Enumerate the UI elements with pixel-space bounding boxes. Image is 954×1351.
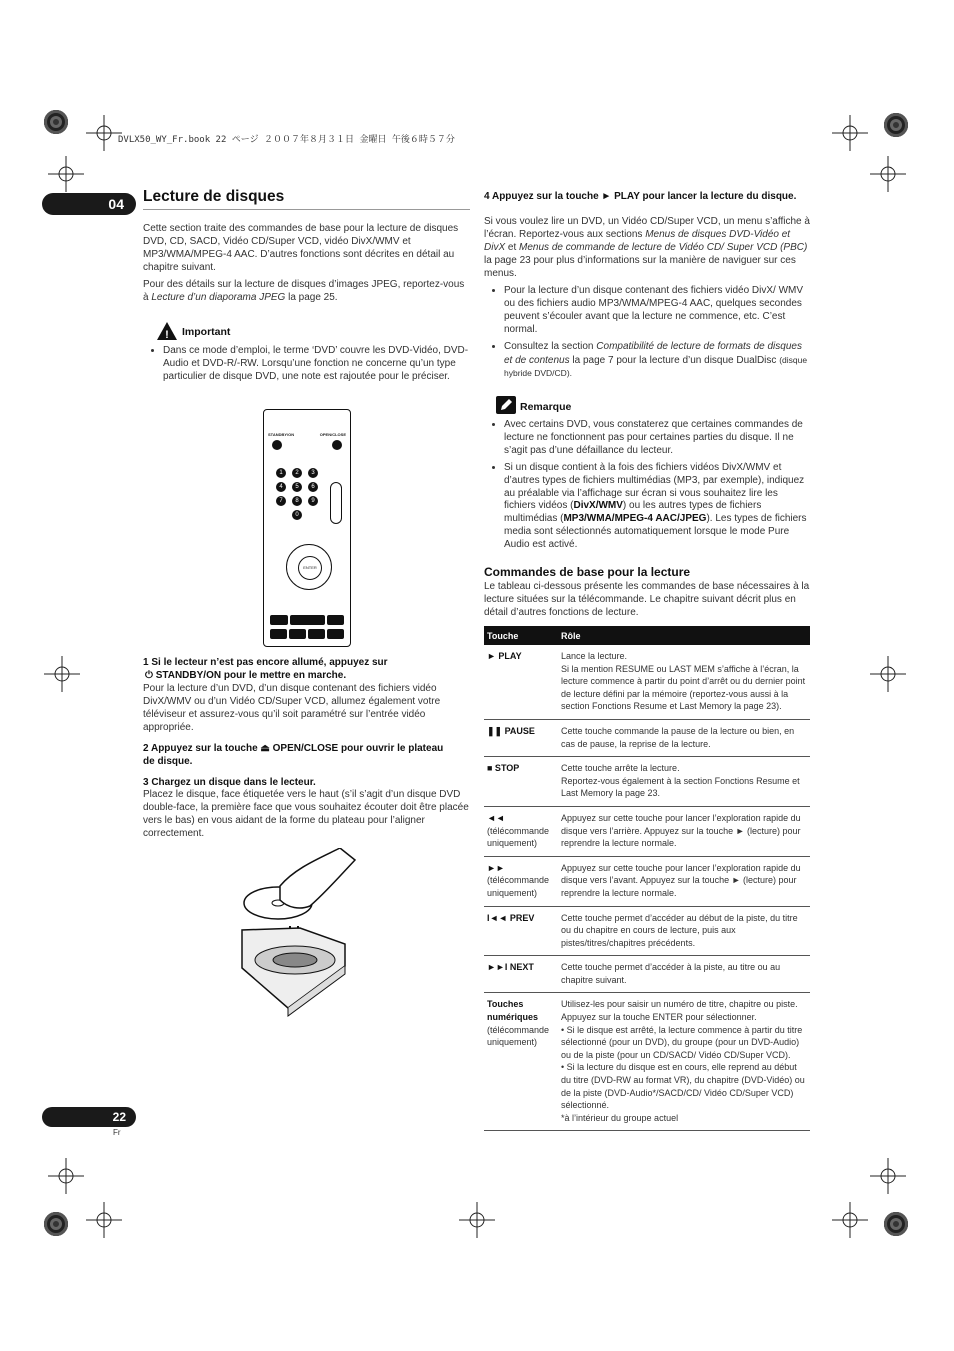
remote-enter-button: ENTER (298, 556, 322, 580)
table-row (484, 719, 810, 756)
disc-loading-illustration (240, 848, 370, 1018)
key-label: ►► (487, 862, 505, 873)
remote-digit-button: 5 (292, 482, 302, 492)
remarque-item-1: • Avec certains DVD, vous constaterez que certaines commandes de lecture ne fonctionnent pas pour certaines parties du disque. Il ne s’agit pas d’une défaillance du lecteur. (504, 419, 811, 458)
registration-mark-br (884, 1212, 908, 1236)
table-cell-key (484, 806, 558, 856)
table-row (484, 645, 810, 719)
step4-bullet2-text-a: Consultez la section (504, 340, 597, 352)
remarque-item2-text-c: ) ou les autres types de fichiers multimédias ( (504, 500, 762, 525)
step4-bullet2-small: (disque hybride DVD/CD). (504, 354, 808, 379)
table-cell-role: Appuyez sur cette touche pour lancer l’exploration rapide du disque vers l’arrière. Appuyez sur la touche ► (lecture) pour reprendre la lecture normale. (558, 806, 810, 856)
step4-bullet2-link: Compatibilité de lecture de formats de disques et de contenus (504, 340, 802, 366)
remarque-item-2 (504, 462, 811, 552)
important-list (145, 345, 470, 388)
remote-transport-row1 (270, 615, 344, 625)
crosshair-mark-tr2 (870, 156, 906, 192)
table-cell-role: Utilisez-les pour saisir un numéro de titre, chapitre ou piste. Appuyez sur la touche ENTER pour sélectionner. • Si le disque est arrêté, la lecture commence à partir du titre sélectionné (pour un DVD), du groupe (pour un DVD-Audio) ou de la piste (pour un CD/SACD/ Vidéo CD/Super VCD). • Si la lecture du disque est en cours, elle reprend au début du titre (DVD-RW au format VR), du chapitre (DVD-Vidéo) ou de la piste (DVD-Audio*/SACD/CD/ Vidéo CD/Super VCD) sélectionné. *à l’intérieur du groupe actuel (558, 993, 810, 1131)
page-number: 22 (42, 1107, 136, 1127)
table-cell-role: Appuyez sur cette touche pour lancer l’exploration rapide du disque vers l’avant. Appuyez sur la touche ► (lecture) pour reprendre la lecture normale. (558, 856, 810, 906)
table-row (484, 993, 810, 1131)
remote-digit-button: 0 (292, 510, 302, 520)
registration-mark-tr (884, 113, 908, 137)
table-cell-key (484, 856, 558, 906)
remote-openclose-label: OPEN/CLOSE (319, 432, 346, 437)
crosshair-mark-bc (459, 1202, 495, 1238)
step4-body (484, 216, 811, 281)
commands-table (484, 626, 810, 1131)
key-note: (télécommande uniquement) (487, 825, 550, 849)
crosshair-mark-tl2 (48, 156, 84, 192)
step4-bullet2-text-b: la page 7 pour la lecture d’un disque DualDisc (569, 354, 780, 366)
step1-title-line1: 1 Si le lecteur n’est pas encore allumé, appuyez sur (143, 657, 388, 668)
key-note: (télécommande uniquement) (487, 875, 550, 898)
remarque-item2-text-a: Si un disque contient à la fois des fichiers vidéos DivX/WMV et d’autres types de fichiers multimédias (MP3, par exemple), indiquez au préalable via l’affichage sur écran si vous souhaitez lire les fichiers vidéos ( (504, 461, 805, 512)
remarque-list (486, 419, 811, 556)
step4-bullet-1: • Pour la lecture d’un disque contenant des fichiers vidéo DivX/ WMV ou des fichiers audio MP3/WMA/MPEG-4 AAC, quelques secondes peuvent s’écouler avant que la lecture ne commence, etc. C’est normal. (504, 285, 811, 337)
step3-body: Placez le disque, face étiquetée vers le haut (s’il s’agit d’un disque DVD double-face, la première face que vous souhaitez écouter doit être placée vers le bas) en vous aidant de la forme du plateau pour l’aligner correctement. (143, 789, 469, 839)
important-label: Important (182, 326, 231, 338)
remote-digit-button: 7 (276, 496, 286, 506)
table-cell-key (484, 719, 558, 756)
remote-digit-button: 3 (308, 468, 318, 478)
table-row (484, 856, 810, 906)
step4-bullets (486, 285, 811, 385)
note-pencil-icon (496, 396, 516, 414)
jpeg-reference (143, 279, 470, 305)
section-title: Lecture de disques (143, 188, 285, 205)
remote-standby-label: STANDBY/ON (268, 432, 295, 437)
openclose-button (332, 440, 342, 450)
table-cell-key (484, 956, 558, 993)
registration-mark-tl (44, 110, 68, 134)
jpeg-ref-text: Pour des détails sur la lecture de disques d’images JPEG, reportez-vous à (143, 279, 465, 303)
registration-mark-bl (44, 1212, 68, 1236)
warning-icon (156, 321, 178, 341)
remote-digit-button: 4 (276, 482, 286, 492)
commands-title: Commandes de base pour la lecture (484, 565, 691, 579)
remote-dpad (286, 544, 332, 590)
power-icon: ⏻ (145, 670, 156, 681)
step1-title-line2: STANDBY/ON pour le mettre en marche. (155, 670, 347, 681)
table-cell-role: Cette touche permet d’accéder à la piste, au titre ou au chapitre suivant. (558, 956, 810, 993)
step4-link-2: Menus de commande de lecture de Vidéo CD/ Super VCD (PBC) (519, 241, 808, 253)
table-row (484, 956, 810, 993)
chapter-tab: 04 (42, 193, 136, 215)
step1-body: Pour la lecture d’un DVD, d’un disque contenant des fichiers vidéo DivX/WMV ou d’un Vidéo CD/Super VCD, allumez également votre téléviseur et assurez-vous qu’il soit paramétré sur l’entrée vidéo appropriée. (143, 683, 441, 733)
remote-digit-button: 9 (308, 496, 318, 506)
key-note: (télécommande uniquement) (487, 1024, 550, 1048)
remote-volume-rocker (330, 482, 342, 524)
standby-button (272, 440, 282, 450)
table-row (484, 906, 810, 956)
remarque-label: Remarque (520, 401, 572, 413)
remote-illustration (263, 409, 351, 647)
remote-transport-row2 (270, 629, 344, 639)
step1-title (143, 656, 470, 682)
step4-bullet-2 (504, 341, 811, 382)
step4-text-c: la page 23 pour plus d’informations sur la manière de naviguer sur ces menus. (484, 254, 796, 279)
table-cell-role: Cette touche commande la pause de la lecture ou bien, en cas de pause, la reprise de la lecture. (558, 719, 810, 756)
crosshair-mark-tl (86, 115, 122, 151)
table-row (484, 806, 810, 856)
table-cell-role: Lance la lecture. Si la mention RESUME ou LAST MEM s’affiche à l’écran, la lecture commence à partir du point d’arrêt ou du dernier point de lecture défini par la mémoire (reportez-vous aussi à la section Fonctions Resume et Last Memory la page 23). (558, 645, 810, 719)
crosshair-mark-tr (832, 115, 868, 151)
commands-table-wrap (484, 626, 810, 1131)
crosshair-mark-ml (44, 656, 80, 692)
page-language: Fr (113, 1128, 121, 1137)
remarque-item2-bold-1: DivX/WMV (573, 500, 623, 512)
table-row (484, 757, 810, 807)
remote-digit-button: 6 (308, 482, 318, 492)
remote-digit-button: 8 (292, 496, 302, 506)
jpeg-ref-link: Lecture d’un diaporama JPEG (151, 291, 286, 303)
crosshair-mark-br (870, 1158, 906, 1194)
svg-text:!: ! (165, 329, 169, 341)
crosshair-mark-bl (48, 1158, 84, 1194)
crosshair-mark-br2 (832, 1202, 868, 1238)
section-rule (143, 209, 470, 210)
key-label: ■ STOP (487, 763, 520, 774)
remote-digit-button: 1 (276, 468, 286, 478)
step4-title: 4 Appuyez sur la touche ► PLAY pour lancer la lecture du disque. (484, 191, 797, 202)
step2-title: 2 Appuyez sur la touche ⏏ OPEN/CLOSE pour ouvrir le plateau de disque. (143, 743, 444, 767)
step4-text-b: et (505, 241, 520, 253)
table-cell-key (484, 906, 558, 956)
key-label: ► PLAY (487, 651, 522, 661)
important-item: • Dans ce mode d’emploi, le terme ‘DVD’ couvre les DVD-Vidéo, DVD-Audio et DVD-R/-RW. Lorsqu’une fonction ne concerne qu’un type particulier de disque DVD, une note est rajoutée pour le préciser. (163, 345, 470, 384)
table-cell-key (484, 645, 558, 719)
crosshair-mark-mr (870, 656, 906, 692)
table-cell-key (484, 993, 558, 1131)
table-cell-role: Cette touche permet d’accéder au début de la piste, du titre ou du chapitre en cours de lecture, puis aux pistes/titres/chapitres précédents. (558, 906, 810, 956)
intro-paragraph: Cette section traite des commandes de base pour la lecture de disques DVD, CD, SACD, Vidéo CD/Super VCD, vidéo DivX/WMV et MP3/WMA/MPEG-4 AAC. D’autres fonctions sont décrites en détail au chapitre suivant. (143, 223, 459, 273)
table-cell-key (484, 757, 558, 807)
jpeg-ref-page: la page 25. (285, 291, 338, 303)
key-label: ◄◄ (487, 812, 505, 823)
commands-intro: Le tableau ci-dessous présente les commandes de base nécessaires à la lecture situées sur la télécommande. Le chapitre suivant décrit plus en détail d’autres fonctions de lecture. (484, 581, 810, 618)
crosshair-mark-bl2 (86, 1202, 122, 1238)
step3-title: 3 Chargez un disque dans le lecteur. (143, 777, 316, 788)
remarque-item2-text-d: ). Les types de fichiers media sont sélectionnés automatiquement lorsque le mode Pure Audio est activé. (504, 513, 807, 551)
remote-digit-button: 2 (292, 468, 302, 478)
print-header: DVLX50_WY_Fr.book 22 ページ ２００７年８月３１日 金曜日 午後６時５７分 (118, 135, 455, 145)
key-label: Touches numériques (487, 999, 539, 1023)
remarque-item2-bold-2: MP3/WMA/MPEG-4 AAC/JPEG (563, 513, 707, 525)
step4-text-a: Si vous voulez lire un DVD, un Vidéo CD/Super VCD, un menu s’affiche à l’écran. Reportez-vous aux sections (484, 216, 810, 240)
step4-link-1: Menus de disques DVD-Vidéo et DivX (484, 228, 791, 253)
key-label: ►►I NEXT (487, 962, 534, 973)
table-cell-role: Cette touche arrête la lecture. Reportez-vous également à la section Fonctions Resume et Last Memory la page 23. (558, 757, 810, 807)
col-header-role: Rôle (558, 626, 810, 645)
key-label: ❚❚ PAUSE (487, 725, 535, 736)
col-header-key: Touche (484, 626, 558, 645)
key-label: I◄◄ PREV (487, 912, 535, 923)
